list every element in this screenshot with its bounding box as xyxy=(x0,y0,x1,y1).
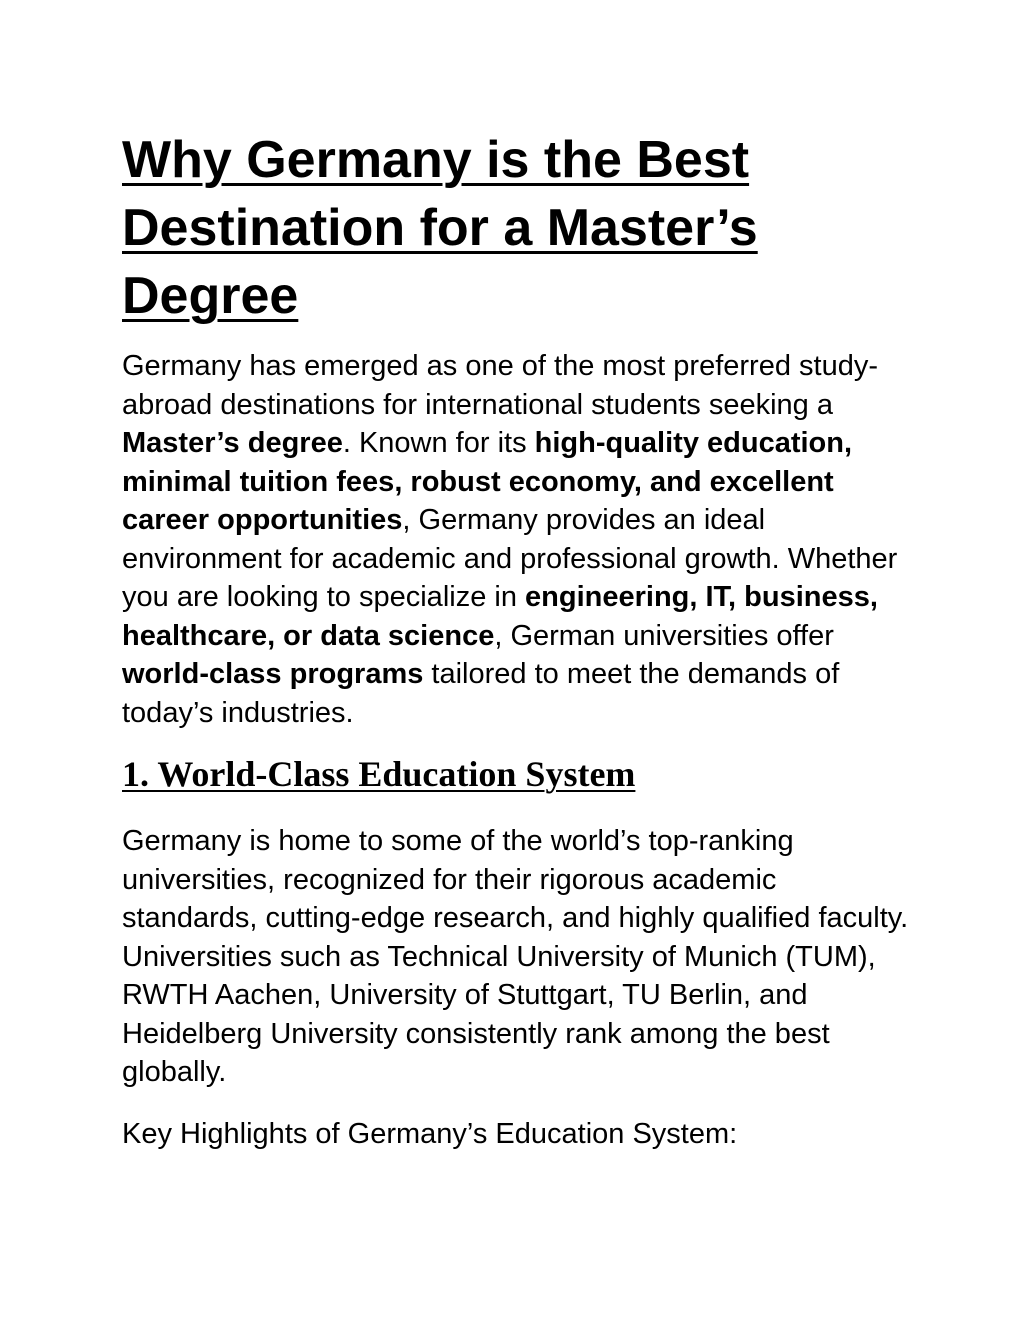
intro-bold-2: high-quality education, minimal tuition fees, robust economy, and excellent career opportunities xyxy=(122,427,853,536)
page-title: Why Germany is the Best Destination for a Master’s Degree xyxy=(122,131,758,325)
intro-text-1: Germany has emerged as one of the most preferred study-abroad destinations for international students seeking a xyxy=(122,350,878,421)
section-paragraph: Germany is home to some of the world’s top-ranking universities, recognized for their rigorous academic standards, cutting-edge research, and highly qualified faculty. Universities such as Technical University of Munich (TUM), RWTH Aachen, University of Stuttgart, TU Berlin, and Heidelberg University consistently rank among the best globally. xyxy=(122,825,909,1088)
intro-text-3: , Germany provides an ideal environment for academic and professional growth. Whether you are looking to specialize in xyxy=(122,504,898,613)
highlights-label: Key Highlights of Germany’s Education System: xyxy=(122,1117,738,1150)
intro-bold-4: world-class programs xyxy=(122,658,424,690)
intro-bold-3: engineering, IT, business, healthcare, or data science xyxy=(122,581,878,652)
document-page xyxy=(122,126,912,1153)
intro-paragraph xyxy=(122,347,912,732)
intro-text-5: tailored to meet the demands of today’s industries. xyxy=(122,658,840,729)
intro-text-4: , German universities offer xyxy=(494,619,834,652)
intro-bold-1: Master’s degree xyxy=(122,427,343,459)
section-heading: 1. World-Class Education System xyxy=(122,754,636,794)
intro-text-2: . Known for its xyxy=(342,427,535,459)
